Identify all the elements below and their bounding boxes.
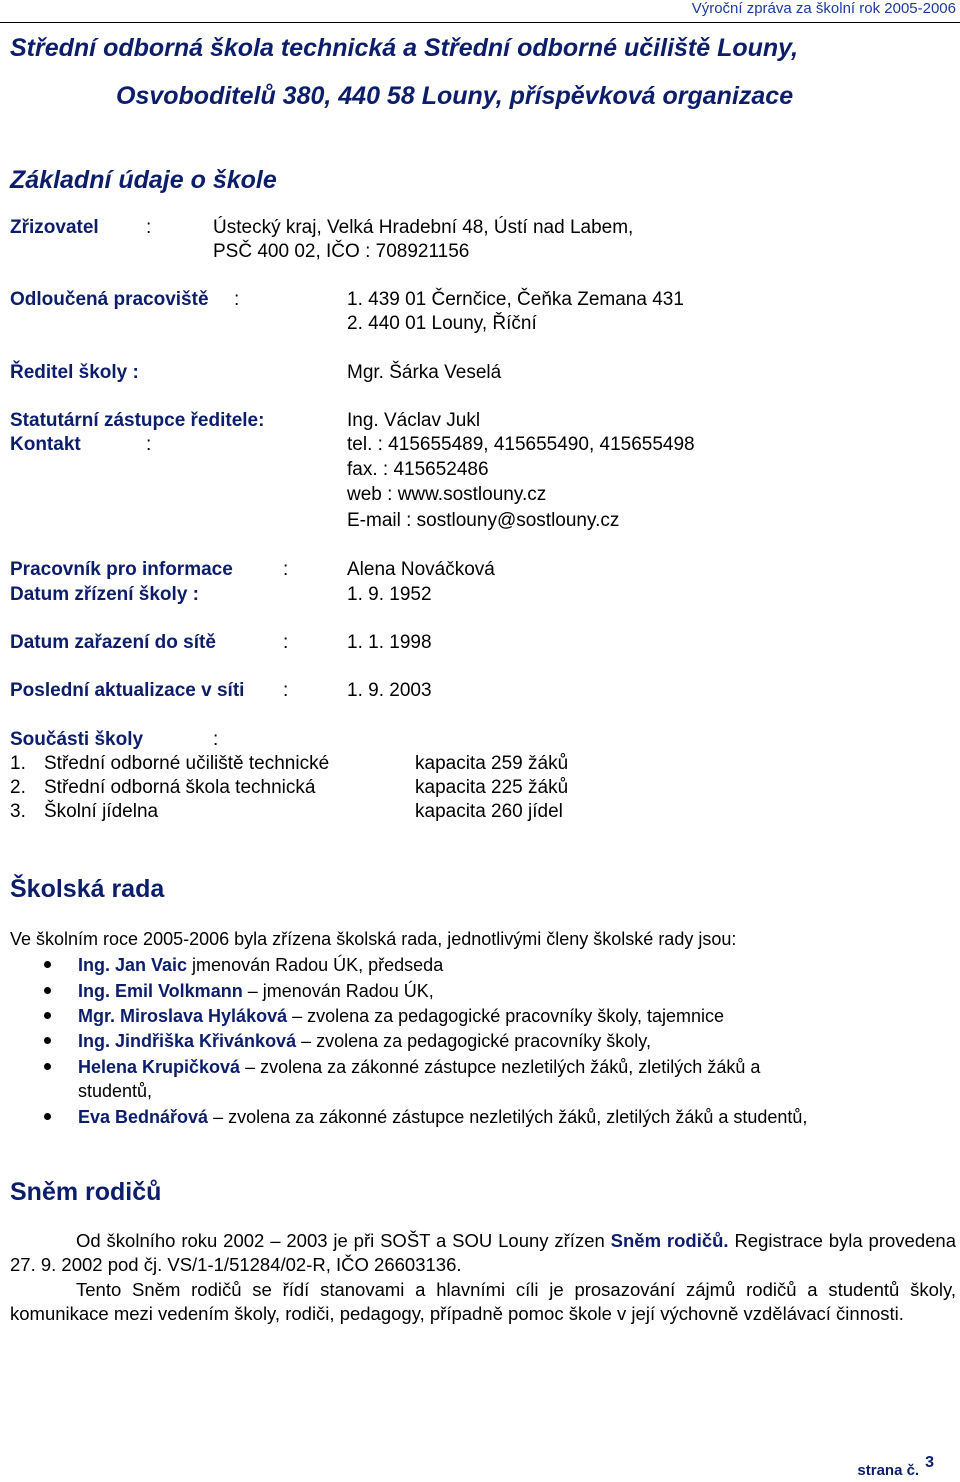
contact-email: E-mail : sostlouny@sostlouny.cz	[347, 510, 620, 531]
member-name: Mgr. Miroslava Hyláková	[78, 1006, 288, 1026]
update-label: Poslední aktualizace v síti	[10, 680, 245, 701]
founded-date: 1. 9. 1952	[347, 584, 432, 605]
part-name: Školní jídelna	[44, 801, 159, 822]
branches-colon: :	[234, 289, 240, 310]
bullet-icon	[44, 1037, 51, 1044]
school-name-line1: Střední odborná škola technická a Střední odborné učiliště Louny,	[10, 34, 799, 62]
member-desc: – zvolena za zákonné zástupce nezletilých žáků, zletilých žáků a	[240, 1057, 761, 1077]
contact-web: web : www.sostlouny.cz	[347, 484, 547, 505]
parents-p1-rest: Registrace byla provedena 27. 9. 2002 pod čj. VS/1-1/51284/02-R, IČO 26603136.	[10, 1230, 956, 1275]
parents-p1-text: Od školního roku 2002 – 2003 je při SOŠT a SOU Louny zřízen	[76, 1230, 611, 1251]
member-desc: – jmenován Radou ÚK,	[242, 981, 434, 1001]
member-name: Helena Krupičková	[78, 1057, 241, 1077]
deputy-label: Statutární zástupce ředitele:	[10, 410, 265, 431]
contact-tel: tel. : 415655489, 415655490, 415655498	[347, 434, 695, 455]
board-member	[78, 1055, 760, 1079]
school-name-line2: Osvoboditelů 380, 440 58 Louny, příspěvková organizace	[116, 82, 794, 110]
bullet-icon	[44, 987, 51, 994]
info-person-colon: :	[283, 559, 289, 580]
member-name: Ing. Jindřiška Křivánková	[78, 1031, 297, 1051]
part-name: Střední odborná škola technická	[44, 777, 316, 798]
contact-fax: fax. : 415652486	[347, 459, 489, 480]
deputy-name: Ing. Václav Jukl	[347, 410, 481, 431]
update-colon: :	[283, 680, 289, 701]
member-name: Eva Bednářová	[78, 1107, 209, 1127]
parents-paragraph-2	[10, 1278, 956, 1326]
board-member	[78, 979, 434, 1003]
board-member	[78, 1004, 724, 1028]
network-date: 1. 1. 1998	[347, 632, 432, 653]
founded-label: Datum zřízení školy :	[10, 584, 199, 605]
member-name: Ing. Jan Vaic	[78, 955, 188, 975]
board-intro: Ve školním roce 2005-2006 byla zřízena školská rada, jednotlivými členy školské rady jsou:	[10, 929, 737, 949]
network-colon: :	[283, 632, 289, 653]
board-heading: Školská rada	[10, 875, 165, 903]
parents-p2-text: Tento Sněm rodičů se řídí stanovami a hlavními cíli je prosazování zájmů rodičů a studentů školy, komunikace mezi vedením školy, rodiči, pedagogy, případně pomoc škole v její výchovně vzdělávací činnosti.	[10, 1279, 956, 1324]
part-name: Střední odborné učiliště technické	[44, 753, 330, 774]
member-desc: – zvolena za pedagogické pracovníky školy,	[296, 1031, 651, 1051]
bullet-icon	[44, 1113, 51, 1120]
basic-info-heading: Základní údaje o škole	[10, 166, 277, 194]
part-num: 2.	[10, 777, 26, 798]
parts-label: Součásti školy	[10, 729, 144, 750]
part-num: 1.	[10, 753, 26, 774]
founder-line1: Ústecký kraj, Velká Hradební 48, Ústí nad Labem,	[213, 217, 634, 238]
member-desc-continued: studentů,	[78, 1081, 153, 1101]
contact-colon: :	[146, 434, 152, 455]
header-divider	[0, 22, 960, 23]
part-capacity: kapacita 225 žáků	[415, 777, 569, 798]
part-capacity: kapacita 259 žáků	[415, 753, 569, 774]
footer-label: strana č.	[857, 1462, 920, 1479]
board-member	[78, 1029, 651, 1053]
network-label: Datum zařazení do sítě	[10, 632, 216, 653]
page-number: 3	[925, 1454, 934, 1471]
bullet-icon	[44, 961, 51, 968]
member-name: Ing. Emil Volkmann	[78, 981, 243, 1001]
director-label: Ředitel školy :	[10, 362, 139, 383]
parents-heading: Sněm rodičů	[10, 1178, 162, 1206]
branch-1: 1. 439 01 Černčice, Čeňka Zemana 431	[347, 289, 684, 310]
member-desc: jmenován Radou ÚK, předseda	[187, 955, 444, 975]
bullet-icon	[44, 1012, 51, 1019]
director-name: Mgr. Šárka Veselá	[347, 362, 502, 383]
parents-p1-bold: Sněm rodičů.	[610, 1230, 729, 1251]
update-date: 1. 9. 2003	[347, 680, 432, 701]
founder-colon: :	[146, 217, 152, 238]
bullet-icon	[44, 1063, 51, 1070]
board-member	[78, 953, 443, 977]
part-capacity: kapacita 260 jídel	[415, 801, 563, 822]
info-person-label: Pracovník pro informace	[10, 559, 233, 580]
branches-label: Odloučená pracoviště	[10, 289, 209, 310]
board-member	[78, 1105, 807, 1129]
branch-2: 2. 440 01 Louny, Říční	[347, 313, 537, 334]
contact-label: Kontakt	[10, 434, 81, 455]
info-person-name: Alena Nováčková	[347, 559, 495, 580]
report-header: Výroční zpráva za školní rok 2005-2006	[691, 0, 956, 17]
founder-label: Zřizovatel	[10, 217, 99, 238]
part-num: 3.	[10, 801, 26, 822]
page-footer	[857, 1454, 934, 1480]
member-desc: – zvolena za pedagogické pracovníky školy, tajemnice	[287, 1006, 724, 1026]
founder-line2: PSČ 400 02, IČO : 708921156	[213, 241, 470, 262]
parents-paragraph-1	[10, 1229, 956, 1277]
parts-colon: :	[213, 729, 219, 750]
member-desc: – zvolena za zákonné zástupce nezletilých žáků, zletilých žáků a studentů,	[208, 1107, 808, 1127]
